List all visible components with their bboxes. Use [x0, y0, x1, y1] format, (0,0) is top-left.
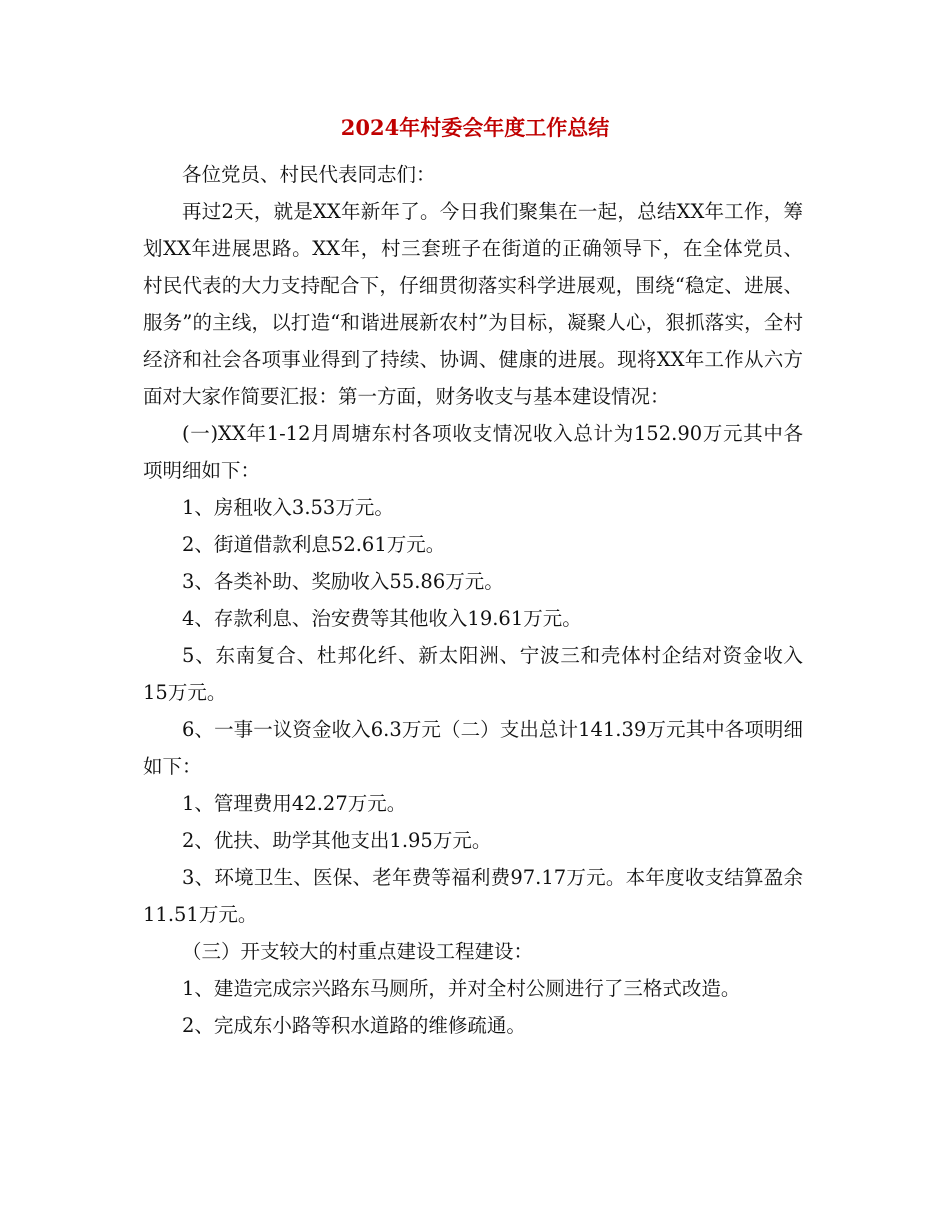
paragraph-income-item: 6、一事一议资金收入6.3万元（二）支出总计141.39万元其中各项明细如下：	[143, 718, 803, 778]
paragraph-intro: 再过2天，就是XX年新年了。今日我们聚集在一起，总结XX年工作，筹划XX年进展思路。XX年，村三套班子在街道的正确领导下，在全体党员、村民代表的大力支持配合下，仔细贯彻落实科学进展观，围绕“稳定、进展、服务”的主线，以打造“和谐进展新农村”为目标，凝聚人心，狠抓落实，全村经济和社会各项事业得到了持续、协调、健康的进展。现将XX年工作从六方面对大家作简要汇报：第一方面，财务收支与基本建设情况：	[143, 200, 803, 408]
paragraph-project-item: 2、完成东小路等积水道路的维修疏通。	[182, 1014, 526, 1037]
document-title: 2024年村委会年度工作总结	[340, 115, 610, 140]
paragraph-section-heading: （三）开支较大的村重点建设工程建设：	[182, 940, 534, 963]
paragraph-income-total: (一)XX年1-12月周塘东村各项收支情况收入总计为152.90万元其中各项明细如下：	[143, 422, 803, 482]
paragraph-salutation: 各位党员、村民代表同志们：	[182, 163, 436, 186]
document-body	[143, 156, 803, 1044]
paragraph-expense-item: 1、管理费用42.27万元。	[182, 792, 407, 815]
paragraph-income-item: 3、各类补助、奖励收入55.86万元。	[182, 570, 504, 593]
paragraph-expense-item: 2、优扶、助学其他支出1.95万元。	[182, 829, 492, 852]
paragraph-income-item: 1、房租收入3.53万元。	[182, 496, 394, 519]
paragraph-income-item: 4、存款利息、治安费等其他收入19.61万元。	[182, 607, 582, 630]
paragraph-income-item: 5、东南复合、杜邦化纤、新太阳洲、宁波三和壳体村企结对资金收入15万元。	[143, 644, 803, 704]
paragraph-income-item: 2、街道借款利息52.61万元。	[182, 533, 446, 556]
paragraph-expense-item: 3、环境卫生、医保、老年费等福利费97.17万元。本年度收支结算盈余11.51万元。	[143, 866, 803, 926]
paragraph-project-item: 1、建造完成宗兴路东马厕所，并对全村公厕进行了三格式改造。	[182, 977, 741, 1000]
